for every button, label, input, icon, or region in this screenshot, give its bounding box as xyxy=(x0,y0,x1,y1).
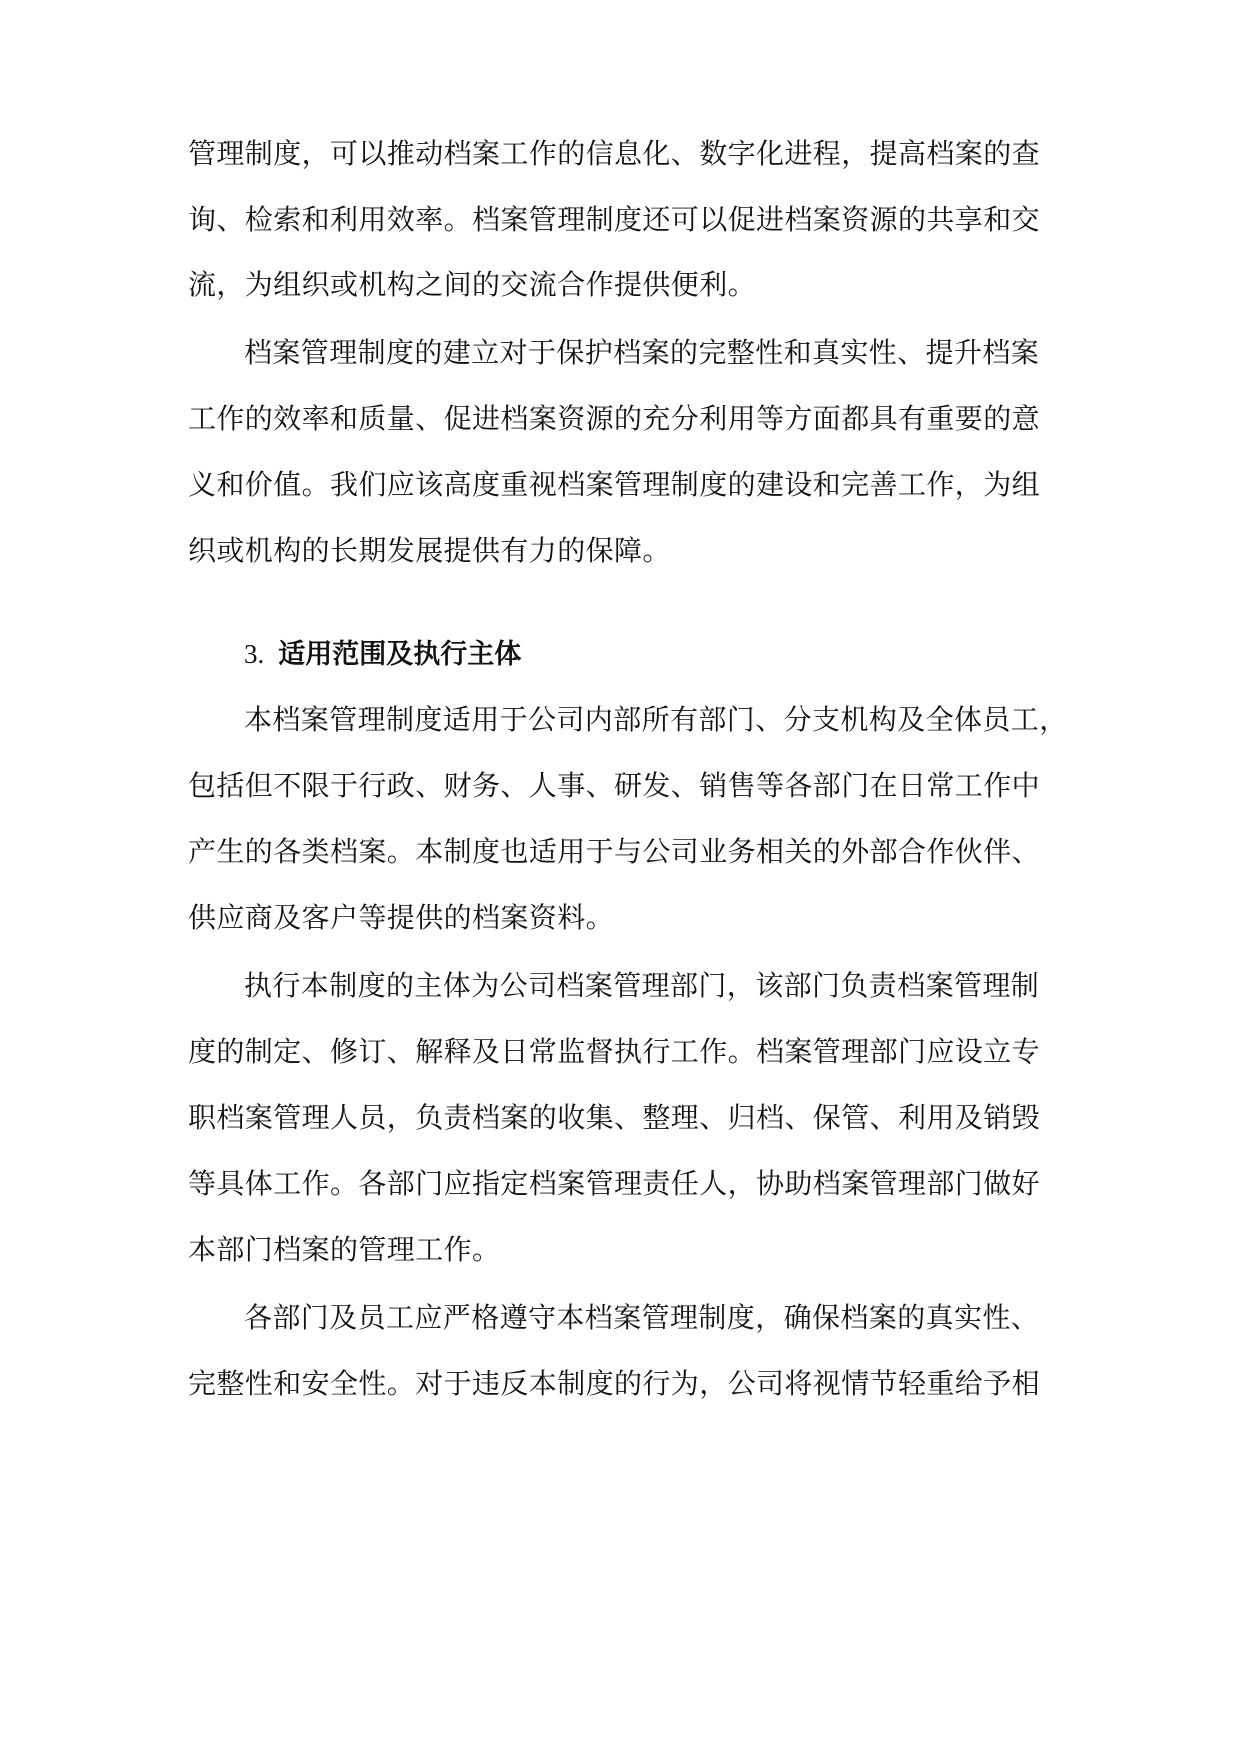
paragraph-line: 流，为组织或机构之间的交流合作提供便利。 xyxy=(188,268,757,301)
paragraph-line: 工作的效率和质量、促进档案资源的充分利用等方面都具有重要的意 xyxy=(188,402,1041,435)
paragraph-line: 询、检索和利用效率。档案管理制度还可以促进档案资源的共享和交 xyxy=(188,203,1041,236)
section-title: 适用范围及执行主体 xyxy=(278,639,522,670)
paragraph-line: 义和价值。我们应该高度重视档案管理制度的建设和完善工作，为组 xyxy=(188,468,1041,501)
section-heading xyxy=(244,634,521,674)
paragraph-line: 管理制度，可以推动档案工作的信息化、数字化进程，提高档案的查 xyxy=(188,137,1041,170)
paragraph-line: 各部门及员工应严格遵守本档案管理制度，确保档案的真实性、 xyxy=(244,1301,1040,1334)
paragraph-line: 织或机构的长期发展提供有力的保障。 xyxy=(188,534,671,567)
paragraph-line: 执行本制度的主体为公司档案管理部门，该部门负责档案管理制 xyxy=(244,969,1040,1002)
paragraph-line: 度的制定、修订、解释及日常监督执行工作。档案管理部门应设立专 xyxy=(188,1035,1041,1068)
paragraph-line: 本档案管理制度适用于公司内部所有部门、分支机构及全体员工， xyxy=(244,703,1068,736)
paragraph-line: 产生的各类档案。本制度也适用于与公司业务相关的外部合作伙伴、 xyxy=(188,835,1041,868)
paragraph-line: 完整性和安全性。对于违反本制度的行为，公司将视情节轻重给予相 xyxy=(188,1367,1041,1400)
paragraph-line: 职档案管理人员，负责档案的收集、整理、归档、保管、利用及销毁 xyxy=(188,1101,1041,1134)
section-number: 3. xyxy=(244,639,265,669)
paragraph-line: 本部门档案的管理工作。 xyxy=(188,1233,501,1266)
paragraph-line: 等具体工作。各部门应指定档案管理责任人，协助档案管理部门做好 xyxy=(188,1167,1041,1200)
paragraph-line: 档案管理制度的建立对于保护档案的完整性和真实性、提升档案 xyxy=(244,336,1040,369)
paragraph-line: 供应商及客户等提供的档案资料。 xyxy=(188,901,615,934)
paragraph-line: 包括但不限于行政、财务、人事、研发、销售等各部门在日常工作中 xyxy=(188,769,1041,802)
